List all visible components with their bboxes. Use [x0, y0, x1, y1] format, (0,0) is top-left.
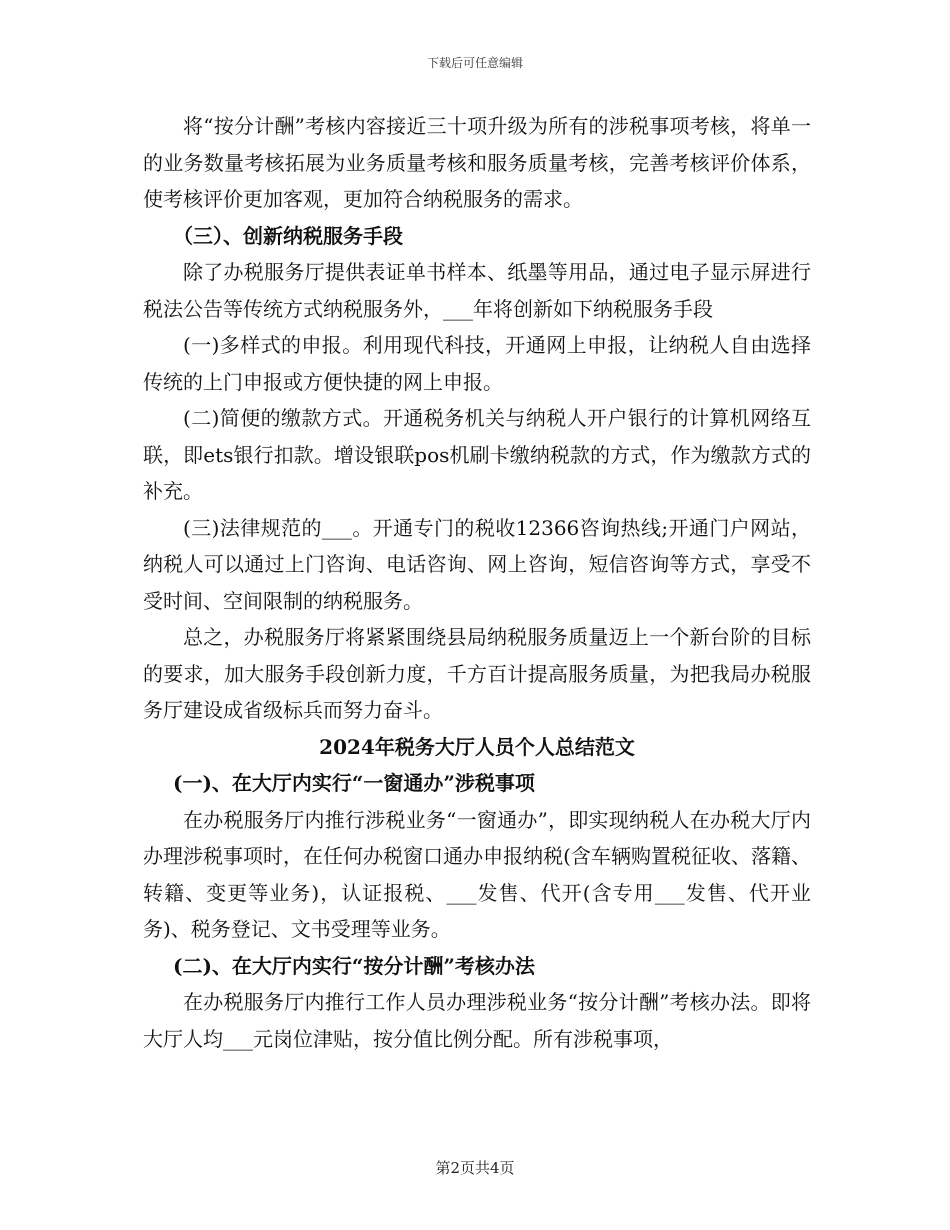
paragraph: 在办税服务厅内推行工作人员办理涉税业务“按分计酬”考核办法。即将大厅人均___元岗位津贴，按分值比例分配。所有涉税事项，: [143, 990, 811, 1051]
page-footer: 第2页共4页: [435, 1159, 515, 1177]
paragraph: 总之，办税服务厅将紧紧围绕县局纳税服务质量迈上一个新台阶的目标的要求，加大服务手段创新力度，千方百计提高服务质量，为把我局办税服务厅建设成省级标兵而努力奋斗。: [143, 625, 811, 722]
paragraph: 在办税服务厅内推行涉税业务“一窗通办”，即实现纳税人在办税大厅内办理涉税事项时，在任何办税窗口通办申报纳税(含车辆购置税征收、落籍、转籍、变更等业务)，认证报税、___发售、代开(含专用___发售、代开业务)、税务登记、文书受理等业务。: [143, 807, 811, 941]
page-header: 下载后可任意编辑: [426, 56, 523, 70]
section-heading: (二)、在大厅内实行“按分计酬”考核办法: [173, 953, 535, 978]
document-body: [143, 108, 811, 1057]
paragraph: (三)法律规范的___。开通专门的税收12366咨询热线;开通门户网站，纳税人可以通过上门咨询、电话咨询、网上咨询，短信咨询等方式，享受不受时间、空间限制的纳税服务。: [143, 515, 811, 613]
paragraph: (一)多样式的申报。利用现代科技，开通网上申报，让纳税人自由选择传统的上门申报或方便快捷的网上申报。: [143, 333, 811, 394]
paragraph: 将“按分计酬”考核内容接近三十项升级为所有的涉税事项考核，将单一的业务数量考核拓展为业务质量考核和服务质量考核，完善考核评价体系，使考核评价更加客观，更加符合纳税服务的需求。: [143, 114, 811, 211]
section-heading: （三）、创新纳税服务手段: [173, 223, 403, 248]
paragraph: 除了办税服务厅提供表证单书样本、纸墨等用品，通过电子显示屏进行税法公告等传统方式纳税服务外，___年将创新如下纳税服务手段: [143, 260, 811, 321]
section-heading: (一)、在大厅内实行“一窗通办”涉税事项: [173, 771, 535, 795]
paragraph: (二)简便的缴款方式。开通税务机关与纳税人开户银行的计算机网络互联，即ets银行扣款。增设银联pos机刷卡缴纳税款的方式，作为缴款方式的补充。: [143, 406, 811, 503]
document-title: 2024年税务大厅人员个人总结范文: [319, 734, 635, 759]
